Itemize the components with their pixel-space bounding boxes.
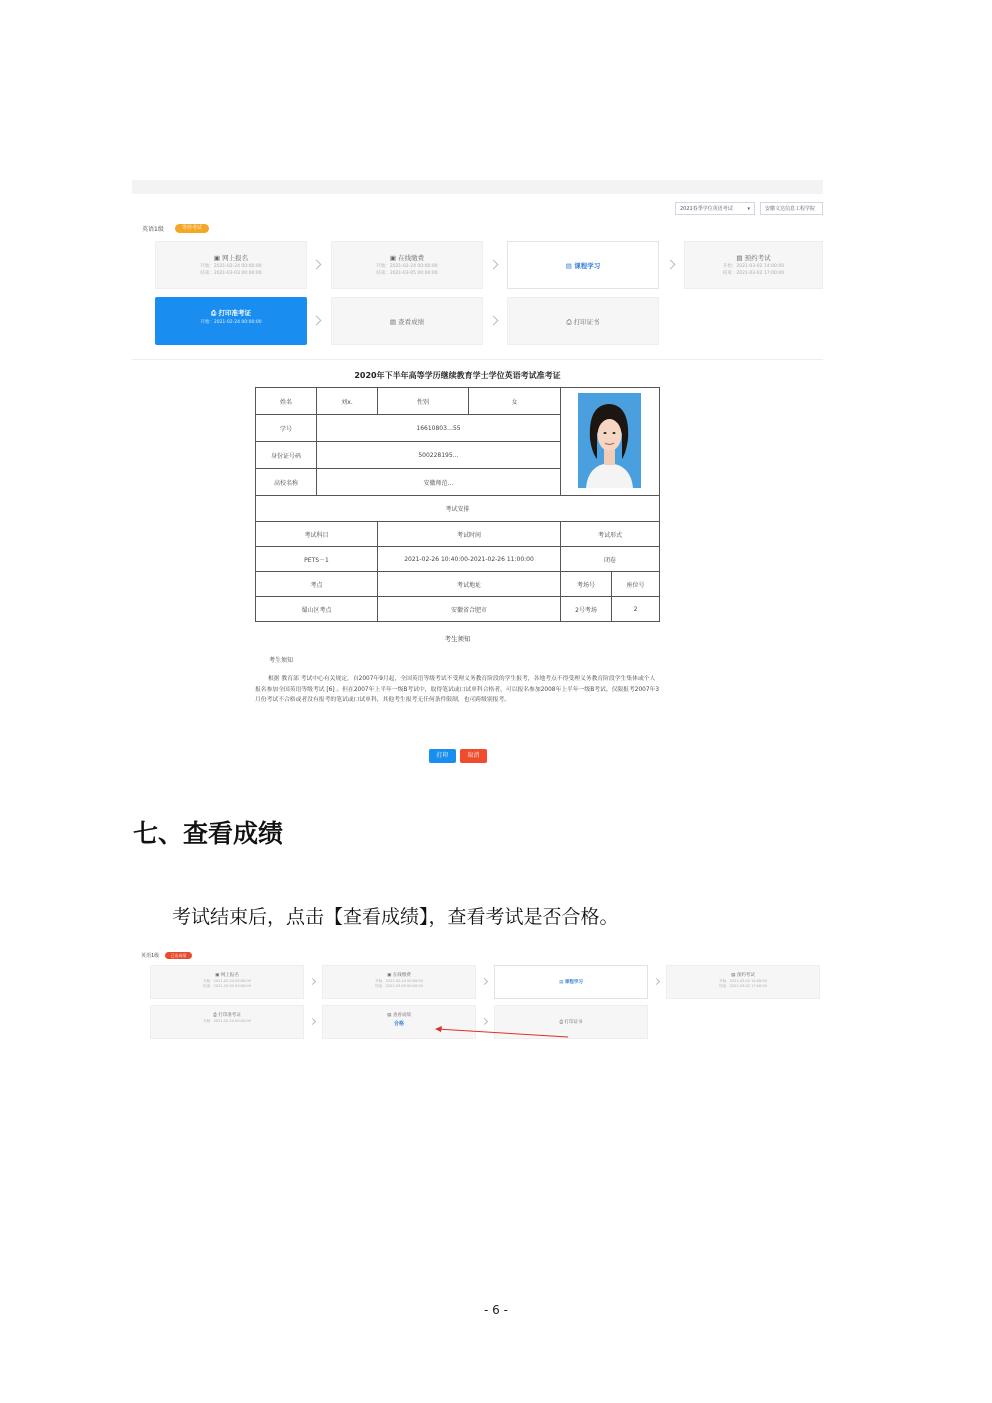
result-pass: 合格 [393, 1021, 404, 1027]
chevron-right-icon [489, 316, 499, 326]
document-icon: ▤ [387, 1013, 392, 1018]
label-arrangement: 考试安排 [445, 506, 470, 513]
printer-icon: ⎙ [213, 1013, 217, 1018]
step-start: 开始：2021-02-24 00:00:00 [200, 264, 262, 269]
label-time: 考试时间 [456, 531, 481, 539]
printer-icon: ⎙ [211, 309, 217, 317]
step-card-register[interactable] [155, 241, 307, 289]
label-id-card: 身份证号码 [270, 452, 301, 460]
step-title: 预约考试 [744, 254, 771, 262]
step-start: 开始：2021-02-24 00:00:00 [375, 979, 423, 983]
divider [132, 359, 823, 360]
label-site: 考点 [310, 581, 323, 589]
value-gender: 女 [511, 398, 518, 406]
step-start: 开始：2021-03-02 14:00:00 [719, 979, 767, 983]
step-card-certificate[interactable] [507, 297, 659, 345]
step-start: 开始：2021-02-24 00:00:00 [203, 979, 251, 983]
notice-body: 根据 教育部 考试中心有关规定，自2007年9月起，全国英语等级考试不受理义务教育阶段的学生报考，各地考点不得受理义务教育阶段学生集体或个人报名参加全国英语等级考试 [6] 。但在2007年上半年一级B考试中，取得笔试或口试单科合格者，可以报名参加2008年上半年一级B考试。仅限报考2007年3月份考试不合格或者没有报考的笔试或口试单科，其他考生报考无任何条件限制，也可跨级别报考。 [255, 676, 660, 703]
step-start: 开始：2021-02-24 00:00:00 [200, 320, 262, 325]
value-time: 2021-02-26 10:40:00-2021-02-26 11:00:00 [404, 555, 534, 563]
step-start: 开始：2021-03-02 14:00:00 [722, 264, 785, 269]
value-address: 安徽省合肥市 [450, 606, 487, 614]
step-title: 打印准考证 [218, 1013, 241, 1018]
step-start: 开始：2021-02-24 00:00:00 [376, 264, 438, 269]
step-card-course[interactable] [507, 241, 659, 289]
step-end: 结束：2021-03-05 00:00:00 [375, 984, 423, 988]
body-paragraph: 考试结束后，点击【查看成绩】，查看考试是否合格。 [172, 906, 619, 928]
step-start: 开始：2021-02-24 00:00:00 [203, 1019, 251, 1023]
candidate-photo [578, 393, 641, 488]
chevron-right-icon [312, 260, 322, 270]
step-title: 课程学习 [564, 980, 583, 985]
label-seat: 座位号 [626, 581, 645, 589]
step-title: 打印证书 [573, 318, 600, 326]
admission-ticket-table [255, 387, 660, 622]
label-student-id: 学号 [279, 425, 292, 433]
annotation-arrow [133, 946, 823, 1044]
value-id-card: 500228195… [418, 451, 459, 459]
ticket-title: 2020年下半年高等学历继续教育学士学位英语考试准考证 [354, 371, 561, 380]
value-room: 2号考场 [575, 606, 597, 614]
level-label: 英语1级 [141, 953, 160, 959]
section-heading: 七、查看成绩 [133, 819, 284, 848]
step-title: 查看成绩 [392, 1013, 411, 1018]
value-site: 蜀山区考点 [301, 606, 332, 614]
step-end: 结束：2021-03-03 00:00:00 [203, 984, 251, 988]
value-seat: 2 [633, 605, 638, 613]
value-subject: PETS－1 [304, 556, 329, 564]
book-icon: ▤ [565, 262, 572, 270]
chevron-right-icon [312, 316, 322, 326]
payment-icon: ▣ [387, 973, 392, 978]
step-title: 课程学习 [574, 262, 601, 270]
school-select[interactable] [760, 202, 823, 215]
step-card-booking[interactable] [684, 241, 823, 289]
step-title: 查看成绩 [398, 318, 425, 326]
chevron-right-icon [666, 260, 676, 270]
document-icon: ▤ [389, 318, 397, 326]
label-room: 考场号 [576, 581, 595, 589]
step-end: 结束：2021-03-02 17:00:00 [719, 984, 767, 988]
page-number: - 6 - [484, 1303, 508, 1317]
step-end: 结束：2021-03-02 17:00:00 [722, 271, 785, 276]
label-school: 高校名称 [273, 479, 298, 487]
value-form: 闭卷 [603, 556, 616, 564]
school-select-value: 安徽文达信息工程学院 [765, 206, 816, 212]
notice-heading: 考生须知 [444, 635, 471, 643]
chevron-right-icon [489, 260, 499, 270]
step-title: 打印准考证 [218, 309, 251, 317]
calendar-icon: ▤ [731, 973, 736, 978]
registration-screenshot [132, 180, 823, 360]
status-badge: 等待考试 [175, 224, 209, 233]
step-card-scores[interactable] [331, 297, 483, 345]
step-title: 预约考试 [736, 973, 755, 978]
label-subject: 考试科目 [304, 531, 329, 539]
value-name: 刘x. [341, 398, 353, 406]
payment-icon: ▣ [389, 254, 397, 262]
exam-select-value: 2021春季学位英语考试 [680, 206, 733, 212]
level-label: 英语1级 [142, 226, 164, 233]
printer-icon: ⎙ [559, 1020, 564, 1025]
label-gender: 性别 [416, 398, 429, 406]
scores-screenshot [133, 946, 823, 1044]
chevron-down-icon: ▾ [747, 206, 750, 212]
value-school: 安徽师范… [423, 479, 454, 487]
step-end: 结束：2021-03-05 00:00:00 [376, 271, 438, 276]
register-icon: ▣ [215, 973, 220, 978]
step-title: 打印证书 [564, 1020, 583, 1025]
printer-icon: ⎙ [566, 318, 572, 326]
step-end: 结束：2021-03-03 00:00:00 [200, 271, 262, 276]
cancel-button[interactable]: 取消 [460, 749, 487, 763]
calendar-icon: ▤ [736, 254, 743, 262]
step-title: 网上报名 [220, 973, 239, 978]
step-card-payment[interactable] [331, 241, 483, 289]
book-icon: ▤ [559, 980, 564, 985]
step-title: 在线缴费 [398, 254, 425, 262]
top-bar [132, 180, 823, 194]
label-name: 姓名 [279, 398, 292, 406]
step-title: 在线缴费 [392, 973, 411, 978]
notice-subheading: 考生须知 [269, 657, 294, 664]
print-button[interactable]: 打印 [429, 749, 456, 763]
step-title: 网上报名 [222, 254, 249, 262]
status-badge: 已出成绩 [165, 952, 192, 959]
exam-select[interactable] [675, 202, 755, 215]
step-card-print-ticket[interactable] [155, 297, 307, 345]
register-icon: ▣ [213, 254, 221, 262]
label-address: 考试地址 [456, 581, 481, 589]
value-student-id: 16610803…55 [416, 424, 461, 432]
label-form: 考试形式 [597, 531, 622, 539]
